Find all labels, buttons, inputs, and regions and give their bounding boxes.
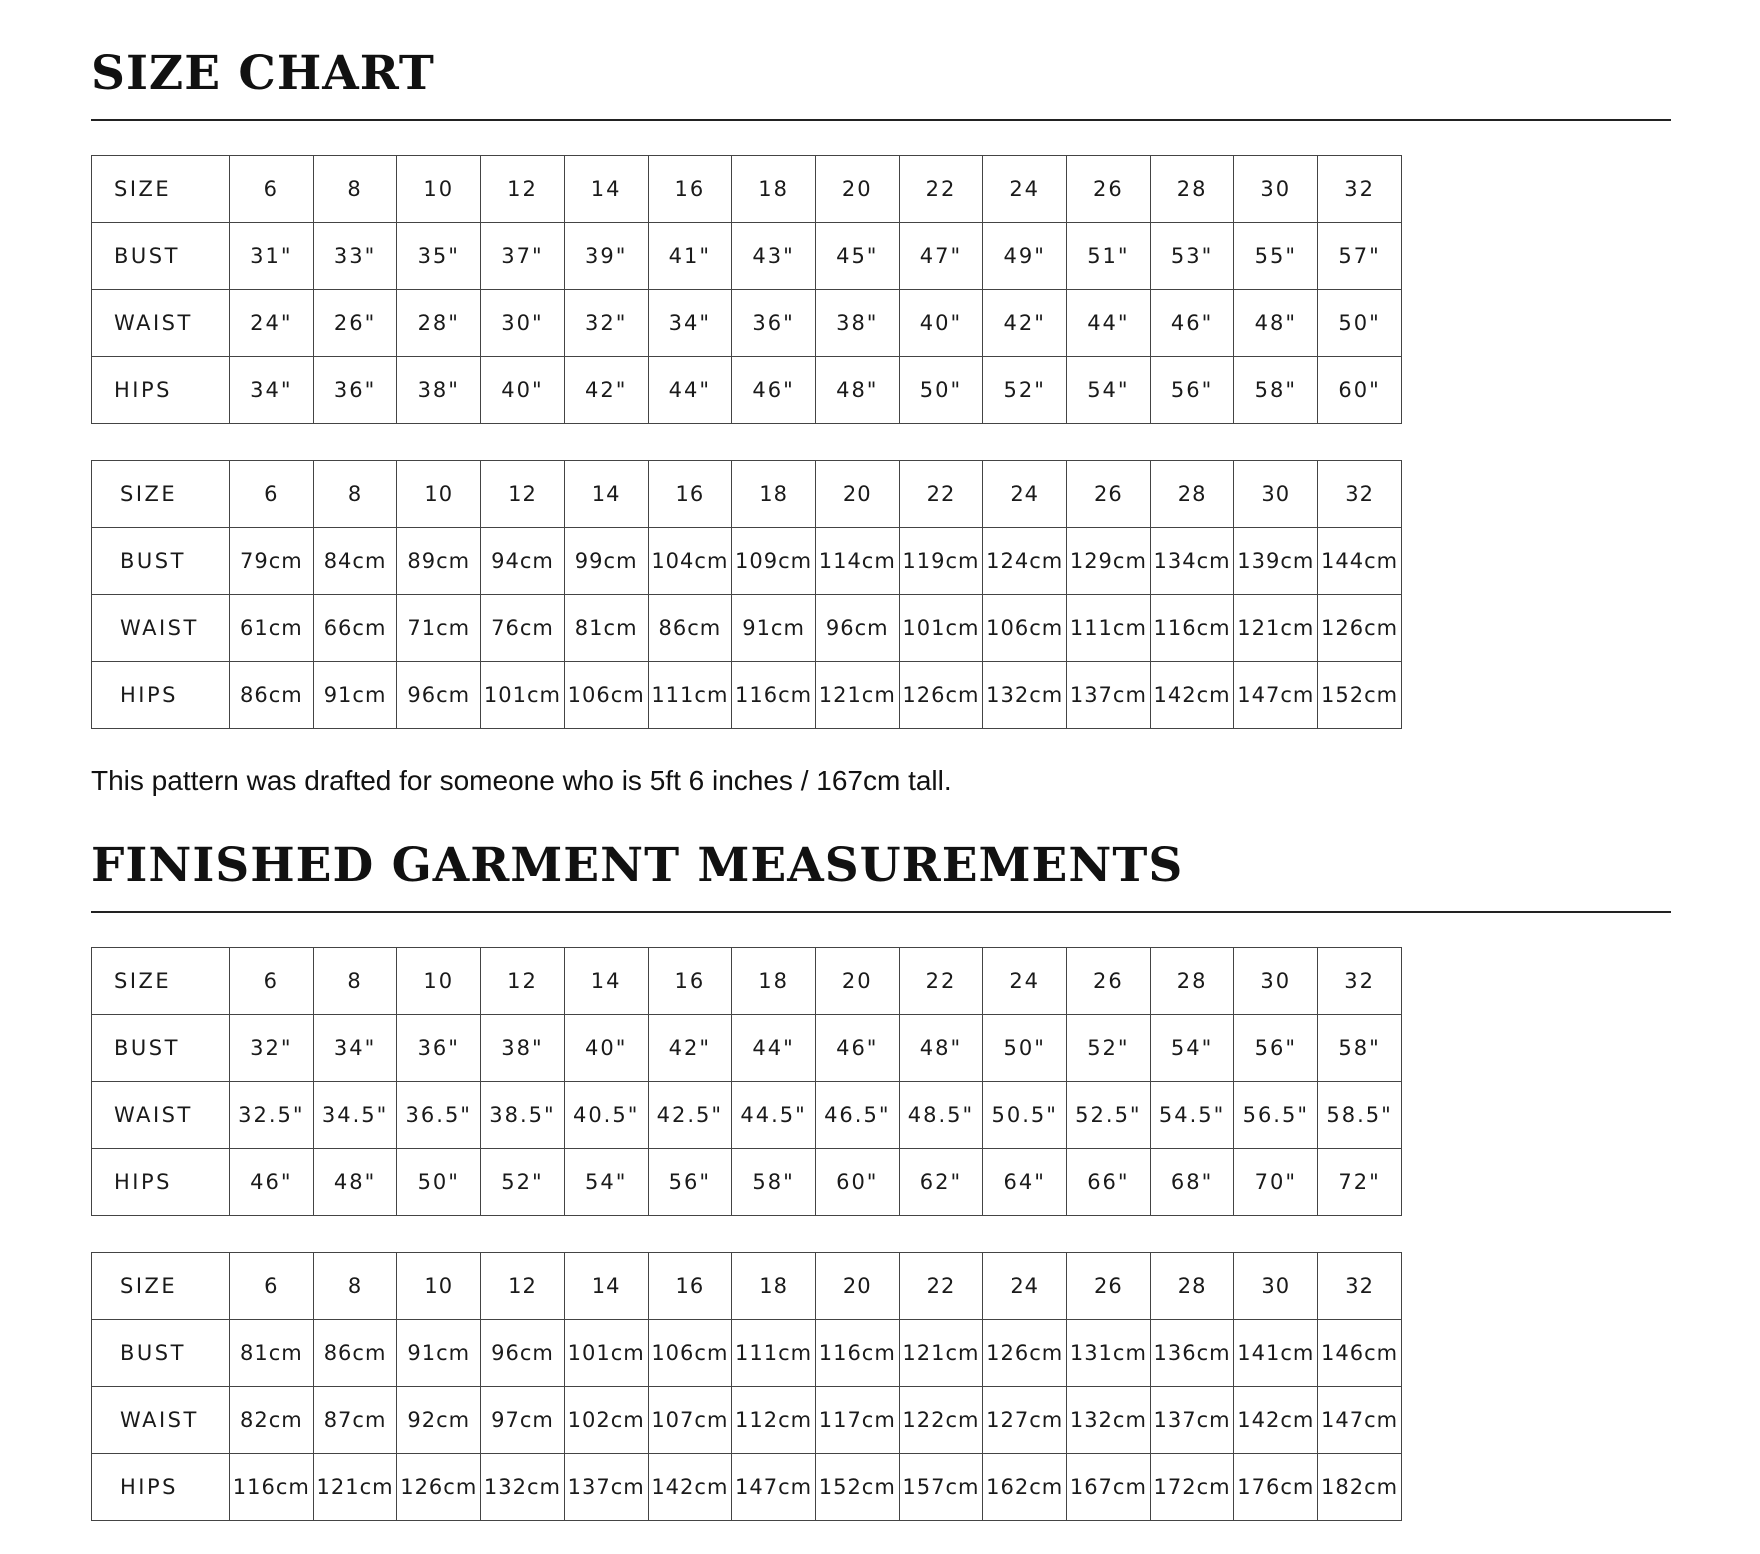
row-label: HIPS [92, 1454, 230, 1521]
row-label: BUST [92, 528, 230, 595]
size-header-cell: 24 [983, 156, 1067, 223]
measurement-cell: 50" [1318, 290, 1402, 357]
measurement-cell: 44.5" [732, 1082, 816, 1149]
measurement-cell: 126cm [899, 662, 983, 729]
size-header-cell: 20 [815, 1253, 899, 1320]
measurement-cell: 36" [397, 1015, 481, 1082]
measurement-cell: 48" [899, 1015, 983, 1082]
size-header-cell: 6 [230, 461, 314, 528]
measurement-cell: 52" [481, 1149, 565, 1216]
measurement-cell: 101cm [481, 662, 565, 729]
measurement-cell: 87cm [313, 1387, 397, 1454]
size-chart-divider [91, 119, 1671, 121]
size-header-cell: 14 [564, 948, 648, 1015]
measurement-cell: 97cm [481, 1387, 565, 1454]
measurement-cell: 106cm [564, 662, 648, 729]
measurement-cell: 43" [732, 223, 816, 290]
size-header-cell: 10 [397, 156, 481, 223]
size-header-cell: 12 [481, 156, 565, 223]
measurement-cell: 46" [732, 357, 816, 424]
measurement-cell: 38" [397, 357, 481, 424]
row-label: WAIST [92, 1082, 230, 1149]
measurement-cell: 96cm [815, 595, 899, 662]
measurement-cell: 81cm [564, 595, 648, 662]
measurement-cell: 36" [732, 290, 816, 357]
row-label: SIZE [92, 156, 230, 223]
table-row [92, 290, 1402, 357]
measurement-cell: 64" [983, 1149, 1067, 1216]
measurement-cell: 44" [732, 1015, 816, 1082]
measurement-cell: 31" [230, 223, 314, 290]
measurement-cell: 94cm [481, 528, 565, 595]
size-header-cell: 14 [564, 156, 648, 223]
measurement-cell: 121cm [313, 1454, 397, 1521]
size-header-cell: 30 [1234, 1253, 1318, 1320]
row-label: BUST [92, 1015, 230, 1082]
measurement-cell: 28" [397, 290, 481, 357]
measurement-cell: 121cm [1234, 595, 1318, 662]
size-header-cell: 14 [564, 461, 648, 528]
size-chart-title: SIZE CHART [91, 46, 435, 101]
measurement-cell: 86cm [313, 1320, 397, 1387]
table-row [92, 1149, 1402, 1216]
measurement-cell: 106cm [648, 1320, 732, 1387]
measurement-cell: 89cm [397, 528, 481, 595]
size-header-cell: 32 [1318, 156, 1402, 223]
measurement-cell: 112cm [732, 1387, 816, 1454]
finished-garment-imperial-table [91, 947, 1402, 1216]
measurement-cell: 121cm [899, 1320, 983, 1387]
row-label: SIZE [92, 461, 230, 528]
size-header-cell: 18 [732, 461, 816, 528]
measurement-cell: 96cm [481, 1320, 565, 1387]
size-header-cell: 16 [648, 1253, 732, 1320]
table-row [92, 948, 1402, 1015]
measurement-cell: 40" [564, 1015, 648, 1082]
measurement-cell: 81cm [230, 1320, 314, 1387]
measurement-cell: 70" [1234, 1149, 1318, 1216]
measurement-cell: 111cm [732, 1320, 816, 1387]
measurement-cell: 129cm [1067, 528, 1151, 595]
size-header-cell: 8 [313, 948, 397, 1015]
measurement-cell: 42" [648, 1015, 732, 1082]
measurement-cell: 137cm [564, 1454, 648, 1521]
measurement-cell: 24" [230, 290, 314, 357]
measurement-cell: 157cm [899, 1454, 983, 1521]
measurement-cell: 42.5" [648, 1082, 732, 1149]
size-header-cell: 26 [1067, 948, 1151, 1015]
measurement-cell: 152cm [1318, 662, 1402, 729]
measurement-cell: 86cm [648, 595, 732, 662]
pattern-height-note: This pattern was drafted for someone who is 5ft 6 inches / 167cm tall. [91, 765, 952, 796]
size-header-cell: 20 [815, 156, 899, 223]
table-row [92, 223, 1402, 290]
table-row [92, 156, 1402, 223]
measurement-cell: 35" [397, 223, 481, 290]
measurement-cell: 60" [1318, 357, 1402, 424]
measurement-cell: 54" [1150, 1015, 1234, 1082]
size-header-cell: 26 [1067, 1253, 1151, 1320]
row-label: BUST [92, 223, 230, 290]
measurement-cell: 56" [1150, 357, 1234, 424]
measurement-cell: 122cm [899, 1387, 983, 1454]
measurement-cell: 101cm [564, 1320, 648, 1387]
measurement-cell: 82cm [230, 1387, 314, 1454]
measurement-cell: 101cm [899, 595, 983, 662]
measurement-cell: 147cm [1318, 1387, 1402, 1454]
measurement-cell: 34.5" [313, 1082, 397, 1149]
measurement-cell: 167cm [1067, 1454, 1151, 1521]
size-header-cell: 30 [1234, 156, 1318, 223]
size-header-cell: 6 [230, 156, 314, 223]
size-header-cell: 8 [313, 461, 397, 528]
size-header-cell: 12 [481, 1253, 565, 1320]
measurement-cell: 71cm [397, 595, 481, 662]
measurement-cell: 54" [564, 1149, 648, 1216]
measurement-cell: 48" [1234, 290, 1318, 357]
measurement-cell: 132cm [1067, 1387, 1151, 1454]
row-label: HIPS [92, 1149, 230, 1216]
measurement-cell: 84cm [313, 528, 397, 595]
measurement-cell: 36" [313, 357, 397, 424]
measurement-cell: 50.5" [983, 1082, 1067, 1149]
size-header-cell: 6 [230, 948, 314, 1015]
measurement-cell: 54.5" [1150, 1082, 1234, 1149]
measurement-cell: 53" [1150, 223, 1234, 290]
measurement-cell: 127cm [983, 1387, 1067, 1454]
row-label: BUST [92, 1320, 230, 1387]
table-row [92, 1454, 1402, 1521]
measurement-cell: 33" [313, 223, 397, 290]
finished-garment-title: FINISHED GARMENT MEASUREMENTS [91, 838, 1184, 893]
measurement-cell: 66cm [313, 595, 397, 662]
measurement-cell: 32.5" [230, 1082, 314, 1149]
row-label: SIZE [92, 1253, 230, 1320]
measurement-cell: 58" [1318, 1015, 1402, 1082]
measurement-cell: 44" [1067, 290, 1151, 357]
measurement-cell: 147cm [1234, 662, 1318, 729]
measurement-cell: 117cm [815, 1387, 899, 1454]
measurement-cell: 39" [564, 223, 648, 290]
measurement-cell: 91cm [732, 595, 816, 662]
measurement-cell: 48" [313, 1149, 397, 1216]
size-header-cell: 28 [1150, 1253, 1234, 1320]
measurement-cell: 132cm [481, 1454, 565, 1521]
size-header-cell: 24 [983, 1253, 1067, 1320]
size-header-cell: 8 [313, 1253, 397, 1320]
measurement-cell: 34" [313, 1015, 397, 1082]
measurement-cell: 92cm [397, 1387, 481, 1454]
measurement-cell: 38" [481, 1015, 565, 1082]
measurement-cell: 109cm [732, 528, 816, 595]
size-header-cell: 24 [983, 948, 1067, 1015]
measurement-cell: 34" [648, 290, 732, 357]
measurement-cell: 46" [1150, 290, 1234, 357]
measurement-cell: 56" [648, 1149, 732, 1216]
measurement-cell: 96cm [397, 662, 481, 729]
size-header-cell: 14 [564, 1253, 648, 1320]
measurement-cell: 86cm [230, 662, 314, 729]
table-row [92, 357, 1402, 424]
measurement-cell: 126cm [397, 1454, 481, 1521]
measurement-cell: 42" [564, 357, 648, 424]
size-header-cell: 22 [899, 1253, 983, 1320]
measurement-cell: 58" [1234, 357, 1318, 424]
measurement-cell: 142cm [1234, 1387, 1318, 1454]
measurement-cell: 134cm [1150, 528, 1234, 595]
measurement-cell: 132cm [983, 662, 1067, 729]
size-chart-imperial-table [91, 155, 1402, 424]
measurement-cell: 116cm [732, 662, 816, 729]
measurement-cell: 41" [648, 223, 732, 290]
measurement-cell: 137cm [1150, 1387, 1234, 1454]
measurement-cell: 152cm [815, 1454, 899, 1521]
measurement-cell: 56" [1234, 1015, 1318, 1082]
size-header-cell: 28 [1150, 461, 1234, 528]
size-header-cell: 30 [1234, 948, 1318, 1015]
measurement-cell: 46.5" [815, 1082, 899, 1149]
measurement-cell: 54" [1067, 357, 1151, 424]
size-header-cell: 26 [1067, 461, 1151, 528]
measurement-cell: 116cm [230, 1454, 314, 1521]
size-header-cell: 18 [732, 1253, 816, 1320]
size-chart-metric-table [91, 460, 1402, 729]
measurement-cell: 111cm [648, 662, 732, 729]
size-header-cell: 32 [1318, 461, 1402, 528]
measurement-cell: 162cm [983, 1454, 1067, 1521]
measurement-cell: 60" [815, 1149, 899, 1216]
measurement-cell: 40.5" [564, 1082, 648, 1149]
measurement-cell: 50" [397, 1149, 481, 1216]
size-header-cell: 20 [815, 461, 899, 528]
size-header-cell: 8 [313, 156, 397, 223]
measurement-cell: 176cm [1234, 1454, 1318, 1521]
row-label: WAIST [92, 1387, 230, 1454]
finished-garment-divider [91, 911, 1671, 913]
measurement-cell: 106cm [983, 595, 1067, 662]
measurement-cell: 37" [481, 223, 565, 290]
measurement-cell: 52" [1067, 1015, 1151, 1082]
measurement-cell: 126cm [983, 1320, 1067, 1387]
table-row [92, 595, 1402, 662]
measurement-cell: 116cm [815, 1320, 899, 1387]
measurement-cell: 144cm [1318, 528, 1402, 595]
measurement-cell: 34" [230, 357, 314, 424]
size-header-cell: 20 [815, 948, 899, 1015]
finished-garment-metric-table [91, 1252, 1402, 1521]
size-header-cell: 6 [230, 1253, 314, 1320]
measurement-cell: 32" [230, 1015, 314, 1082]
size-header-cell: 30 [1234, 461, 1318, 528]
measurement-cell: 50" [899, 357, 983, 424]
size-header-cell: 26 [1067, 156, 1151, 223]
measurement-cell: 91cm [313, 662, 397, 729]
measurement-cell: 124cm [983, 528, 1067, 595]
table-row [92, 1320, 1402, 1387]
measurement-cell: 107cm [648, 1387, 732, 1454]
measurement-cell: 44" [648, 357, 732, 424]
measurement-cell: 102cm [564, 1387, 648, 1454]
measurement-cell: 58" [732, 1149, 816, 1216]
size-header-cell: 10 [397, 461, 481, 528]
measurement-cell: 62" [899, 1149, 983, 1216]
table-row [92, 1082, 1402, 1149]
row-label: WAIST [92, 290, 230, 357]
measurement-cell: 104cm [648, 528, 732, 595]
size-header-cell: 18 [732, 948, 816, 1015]
measurement-cell: 141cm [1234, 1320, 1318, 1387]
measurement-cell: 55" [1234, 223, 1318, 290]
row-label: HIPS [92, 662, 230, 729]
measurement-cell: 47" [899, 223, 983, 290]
measurement-cell: 26" [313, 290, 397, 357]
measurement-cell: 38" [815, 290, 899, 357]
measurement-cell: 136cm [1150, 1320, 1234, 1387]
measurement-cell: 131cm [1067, 1320, 1151, 1387]
measurement-cell: 30" [481, 290, 565, 357]
size-header-cell: 10 [397, 948, 481, 1015]
measurement-cell: 57" [1318, 223, 1402, 290]
measurement-cell: 76cm [481, 595, 565, 662]
measurement-cell: 147cm [732, 1454, 816, 1521]
row-label: SIZE [92, 948, 230, 1015]
measurement-cell: 38.5" [481, 1082, 565, 1149]
size-header-cell: 32 [1318, 948, 1402, 1015]
measurement-cell: 68" [1150, 1149, 1234, 1216]
measurement-cell: 172cm [1150, 1454, 1234, 1521]
size-header-cell: 24 [983, 461, 1067, 528]
measurement-cell: 61cm [230, 595, 314, 662]
measurement-cell: 116cm [1150, 595, 1234, 662]
measurement-cell: 114cm [815, 528, 899, 595]
measurement-cell: 50" [983, 1015, 1067, 1082]
measurement-cell: 126cm [1318, 595, 1402, 662]
measurement-cell: 40" [481, 357, 565, 424]
measurement-cell: 119cm [899, 528, 983, 595]
measurement-cell: 137cm [1067, 662, 1151, 729]
measurement-cell: 48.5" [899, 1082, 983, 1149]
table-row [92, 1253, 1402, 1320]
measurement-cell: 91cm [397, 1320, 481, 1387]
measurement-cell: 56.5" [1234, 1082, 1318, 1149]
size-header-cell: 28 [1150, 156, 1234, 223]
size-header-cell: 16 [648, 156, 732, 223]
table-row [92, 662, 1402, 729]
measurement-cell: 142cm [1150, 662, 1234, 729]
measurement-cell: 46" [815, 1015, 899, 1082]
measurement-cell: 49" [983, 223, 1067, 290]
size-header-cell: 22 [899, 948, 983, 1015]
measurement-cell: 182cm [1318, 1454, 1402, 1521]
measurement-cell: 52" [983, 357, 1067, 424]
measurement-cell: 139cm [1234, 528, 1318, 595]
table-row [92, 1387, 1402, 1454]
measurement-cell: 32" [564, 290, 648, 357]
size-header-cell: 10 [397, 1253, 481, 1320]
measurement-cell: 48" [815, 357, 899, 424]
size-header-cell: 32 [1318, 1253, 1402, 1320]
size-header-cell: 22 [899, 461, 983, 528]
measurement-cell: 46" [230, 1149, 314, 1216]
measurement-cell: 40" [899, 290, 983, 357]
table-row [92, 528, 1402, 595]
measurement-cell: 121cm [815, 662, 899, 729]
measurement-cell: 99cm [564, 528, 648, 595]
size-header-cell: 12 [481, 461, 565, 528]
table-row [92, 1015, 1402, 1082]
measurement-cell: 79cm [230, 528, 314, 595]
size-header-cell: 12 [481, 948, 565, 1015]
row-label: WAIST [92, 595, 230, 662]
measurement-cell: 142cm [648, 1454, 732, 1521]
measurement-cell: 42" [983, 290, 1067, 357]
measurement-cell: 146cm [1318, 1320, 1402, 1387]
measurement-cell: 58.5" [1318, 1082, 1402, 1149]
size-header-cell: 16 [648, 461, 732, 528]
measurement-cell: 45" [815, 223, 899, 290]
measurement-cell: 111cm [1067, 595, 1151, 662]
measurement-cell: 72" [1318, 1149, 1402, 1216]
measurement-cell: 51" [1067, 223, 1151, 290]
size-header-cell: 28 [1150, 948, 1234, 1015]
table-row [92, 461, 1402, 528]
measurement-cell: 36.5" [397, 1082, 481, 1149]
measurement-cell: 66" [1067, 1149, 1151, 1216]
size-header-cell: 18 [732, 156, 816, 223]
measurement-cell: 52.5" [1067, 1082, 1151, 1149]
size-header-cell: 22 [899, 156, 983, 223]
size-header-cell: 16 [648, 948, 732, 1015]
row-label: HIPS [92, 357, 230, 424]
